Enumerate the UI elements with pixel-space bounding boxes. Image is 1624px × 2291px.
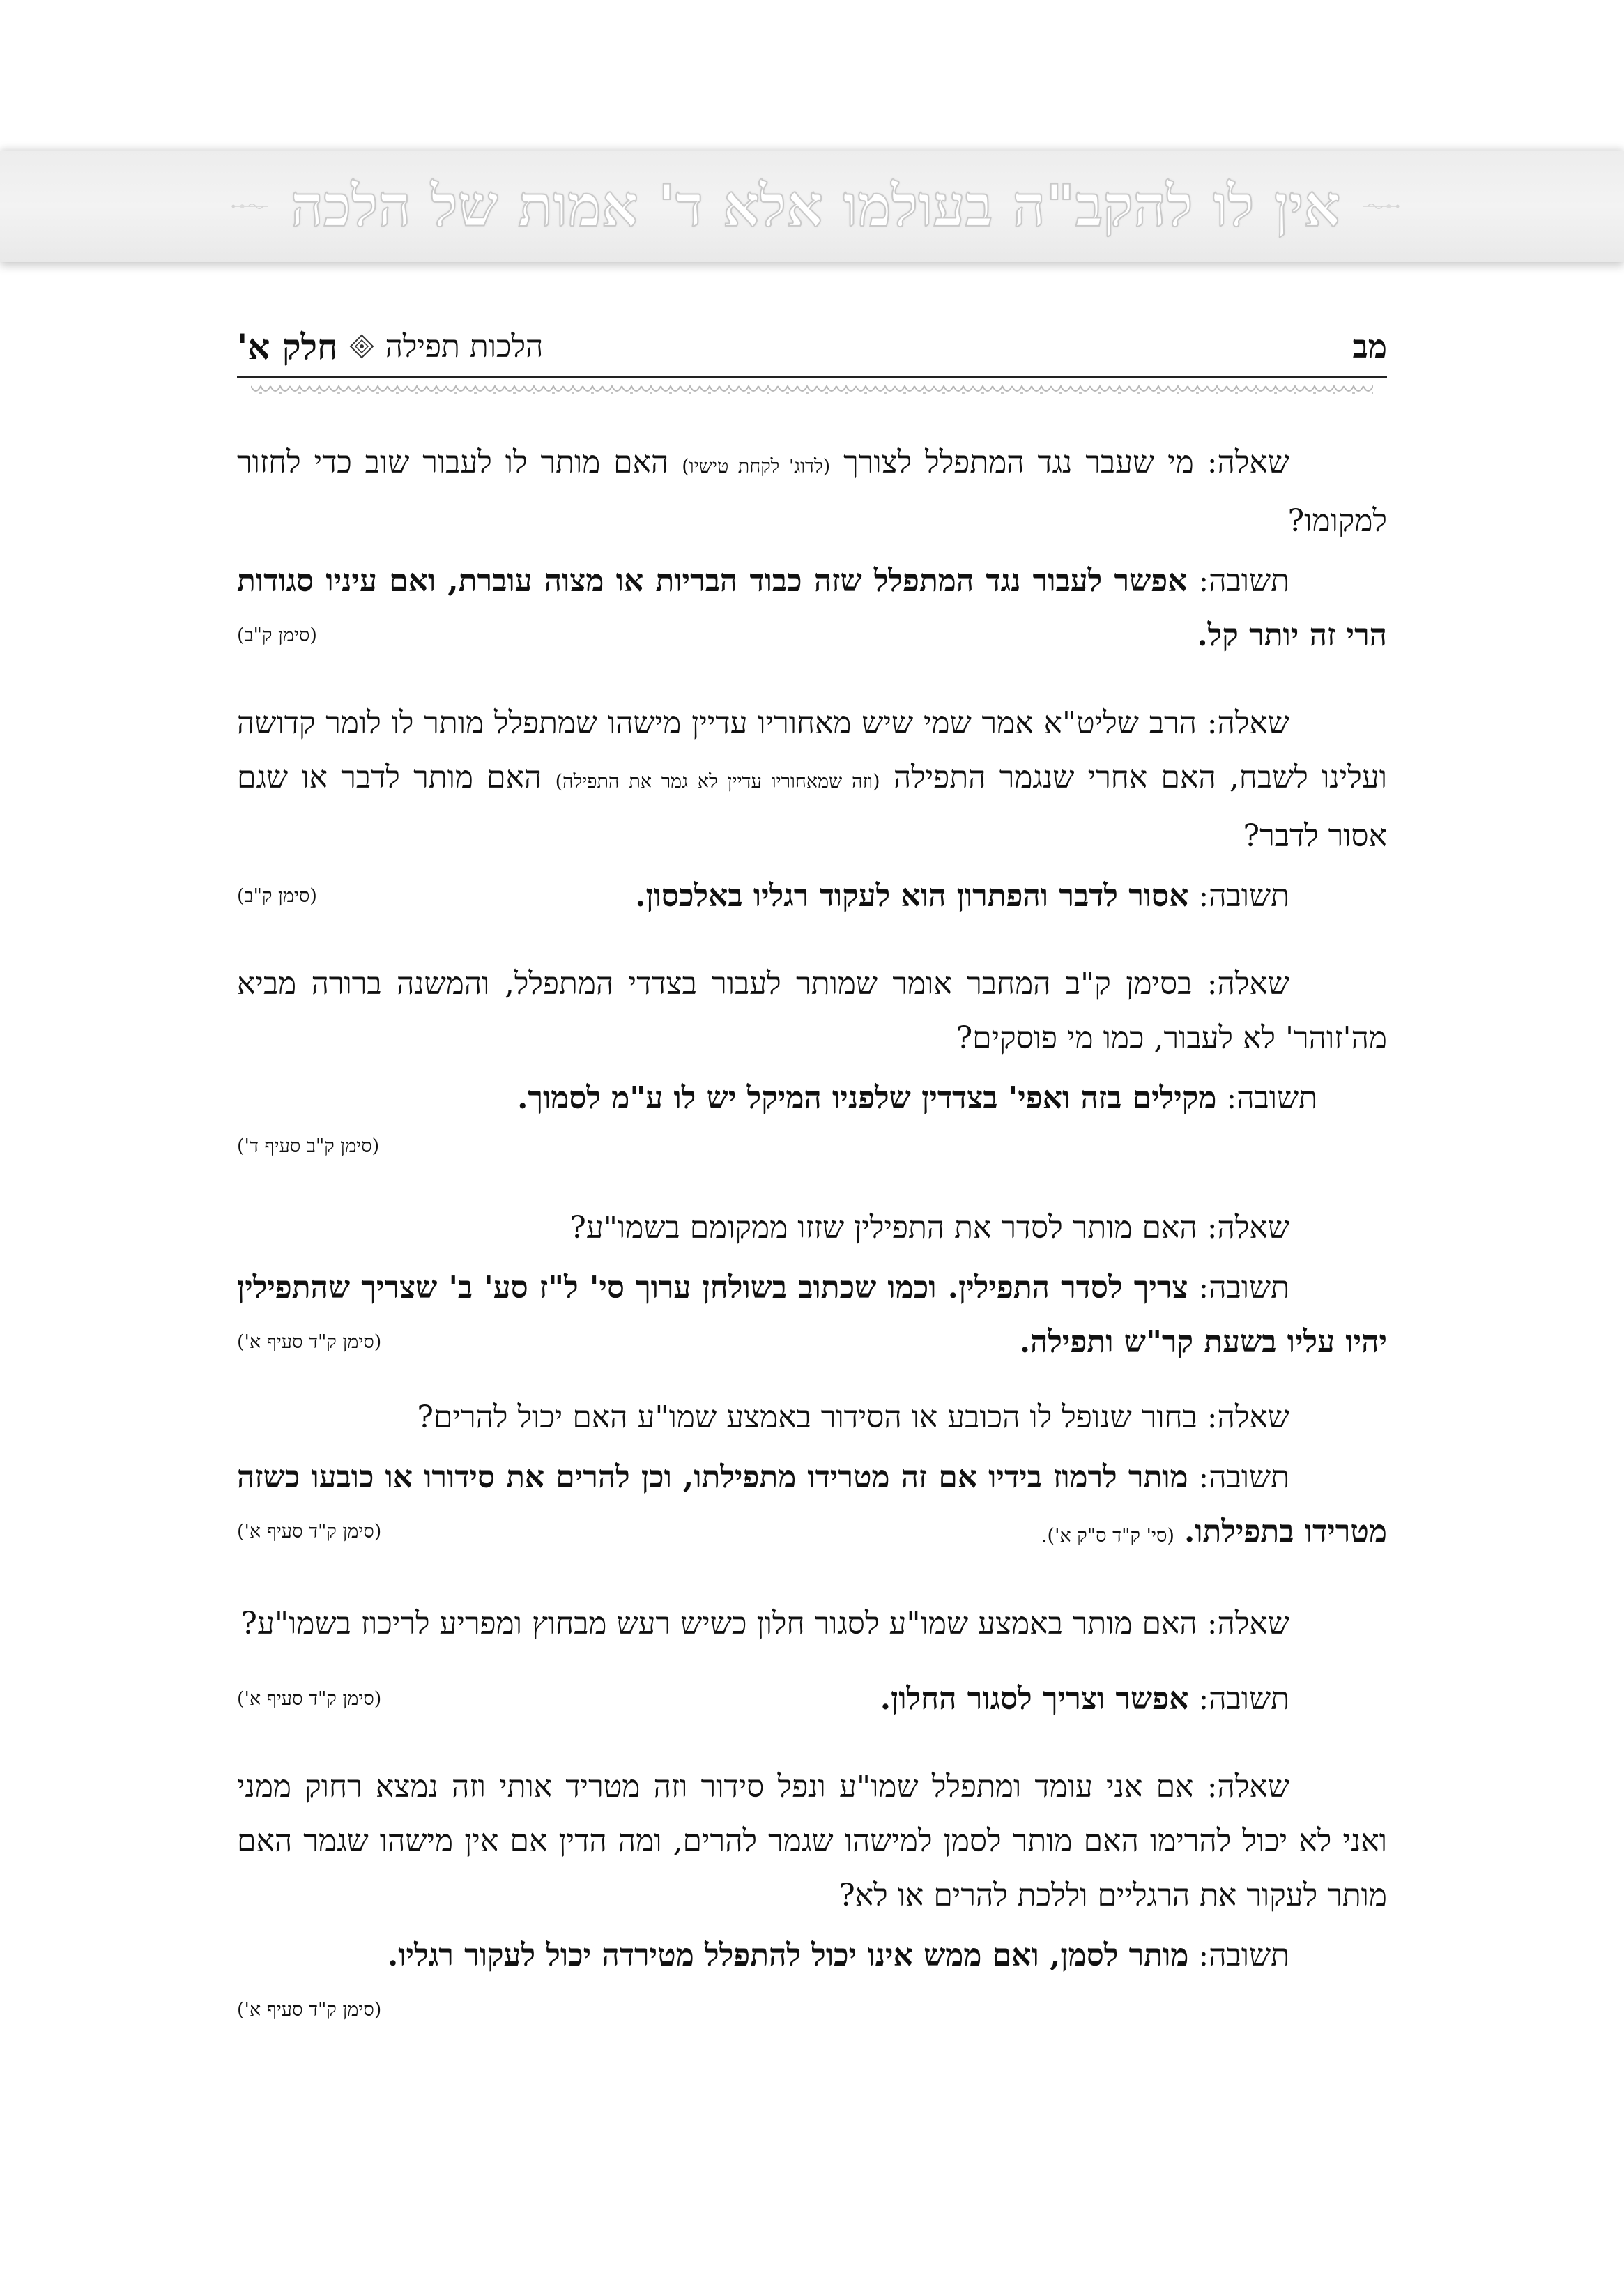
question-label: שאלה: — [1206, 705, 1289, 741]
question-text: בסימן ק"ב המחבר אומר שמותר לעבור בצדדי המתפלל, והמשנה ברורה מביא מה'זוהר' לא לעבור, כמו מי פוסקים? — [237, 966, 1387, 1056]
question-text: מי שעבר נגד המתפלל לצורך — [843, 445, 1194, 480]
lace-border-icon — [251, 383, 1373, 399]
question-note: (לדוג' לקחת טישיו) — [682, 456, 831, 477]
question — [237, 1597, 1387, 1651]
source-reference: (סימן ק"ד סעיף א') — [237, 1331, 382, 1353]
answer-text: מותר לסמן, ואם ממש אינו יכול להתפלל מטירדה יכול לעקור רגליו. — [387, 1938, 1189, 1973]
answer-text: צריך לסדר התפילין. וכמו שכתוב בשולחן ערוך סי' ל"ז סע' ב' שצריך שהתפילין יהיו עליו בשעת קר"ש ותפילה. — [237, 1270, 1387, 1360]
question-text: אם אני עומד ומתפלל שמו"ע ונפל סידור וזה מטריד אותי וזה נמצא רחוק ממני ואני לא יכול להרימו האם מותר לסמן למישהו שגמר להרים, ומה הדין אם אין מישהו שגמר האם מותר לעקור את הרגליים וללכת להרים או לא? — [237, 1769, 1387, 1913]
question — [237, 1390, 1387, 1445]
question — [237, 957, 1387, 1066]
header-rule — [237, 376, 1387, 378]
answer-label: תשובה: — [1198, 878, 1289, 914]
source-reference: (סימן ק"ד סעיף א') — [237, 1999, 382, 2021]
source-reference: (סימן ק"ב) — [237, 625, 317, 646]
question-text: האם מותר לסדר את התפילין שזזו ממקומם בשמו"ע? — [569, 1210, 1197, 1246]
diamond-ornament-icon — [349, 334, 374, 359]
answer — [237, 1929, 1387, 2021]
question-label: שאלה: — [1206, 1400, 1289, 1435]
chapter-title: הלכות תפילה — [385, 328, 544, 365]
question-label: שאלה: — [1206, 1210, 1289, 1246]
answer-text: מותר לרמוז בידיו אם זה מטרידו מתפילתו, וכן להרים את סידורו או כובעו כשזה מטרידו בתפילתו. — [237, 1459, 1387, 1549]
answer — [237, 869, 1387, 924]
page-header — [237, 322, 1387, 371]
question — [237, 436, 1387, 549]
source-reference: (סימן ק"ד סעיף א') — [237, 1688, 382, 1710]
source-reference: (סימן ק"ד סעיף א') — [237, 1521, 382, 1542]
answer — [237, 1672, 1387, 1726]
answer-note: (סי' ק"ד ס"ק א'). — [1041, 1525, 1174, 1547]
page-content — [237, 436, 1387, 2037]
page-number: מב — [1352, 328, 1387, 365]
answer-label: תשובה: — [1198, 1270, 1289, 1305]
question-text: הרב שליט"א אמר שמי שיש מאחוריו עדיין מישהו שמתפלל מותר לו לומר קדושה ועלינו לשבח, האם אחרי שנגמר התפילה — [237, 705, 1387, 795]
vine-ornament-icon — [1361, 192, 1401, 220]
banner-title: אין לו להקב"ה בעולמו אלא ד' אמות של הלכה — [290, 173, 1341, 240]
question-text: האם מותר לדבר או שגם אסור לדבר? — [237, 760, 1387, 854]
section-label: חלק א' — [237, 325, 338, 367]
question-label: שאלה: — [1206, 966, 1289, 1002]
answer-label: תשובה: — [1198, 1681, 1289, 1717]
question — [237, 696, 1387, 864]
question — [237, 1201, 1387, 1255]
answer — [237, 1450, 1387, 1563]
question-label: שאלה: — [1206, 445, 1289, 480]
answer-label: תשובה: — [1198, 1938, 1289, 1973]
top-banner — [0, 151, 1624, 262]
source-reference: (סימן ק"ב סעיף ד') — [237, 1135, 380, 1157]
answer — [237, 1071, 1387, 1126]
reference-line — [237, 1126, 1387, 1167]
question-note: (וזה שמאחוריו עדיין לא גמר את התפילה) — [555, 771, 880, 792]
answer-label: תשובה: — [1198, 1459, 1289, 1495]
answer-text: מקילים בזה ואפי' בצדדין שלפניו המיקל יש לו ע"מ לסמוך. — [517, 1080, 1217, 1116]
answer-label: תשובה: — [1226, 1080, 1317, 1116]
answer-text: אסור לדבר והפתרון הוא לעקוד רגליו באלכסון. — [635, 878, 1189, 914]
answer — [237, 554, 1387, 663]
question-label: שאלה: — [1206, 1769, 1289, 1805]
running-head — [237, 326, 543, 367]
answer-label: תשובה: — [1198, 563, 1289, 599]
question-label: שאלה: — [1206, 1606, 1289, 1641]
answer-text: אפשר לעבור נגד המתפלל שזה כבוד הבריות או מצוה עוברת, ואם עיניו סגודות הרי זה יותר קל. — [237, 563, 1387, 653]
question-text: האם מותר באמצע שמו"ע לסגור חלון כשיש רעש מבחוץ ומפריע לריכוז בשמו"ע? — [240, 1606, 1197, 1641]
question — [237, 1760, 1387, 1923]
answer — [237, 1261, 1387, 1370]
answer-text: אפשר וצריך לסגור החלון. — [880, 1681, 1189, 1717]
vine-ornament-icon — [230, 192, 270, 220]
banner-inner — [230, 171, 1401, 241]
question-text: בחור שנופל לו הכובע או הסידור באמצע שמו"ע האם יכול להרים? — [417, 1400, 1197, 1435]
question-text: האם מותר לו לעבור שוב כדי לחזור למקומו? — [237, 445, 1387, 539]
source-reference: (סימן ק"ב) — [237, 885, 317, 907]
